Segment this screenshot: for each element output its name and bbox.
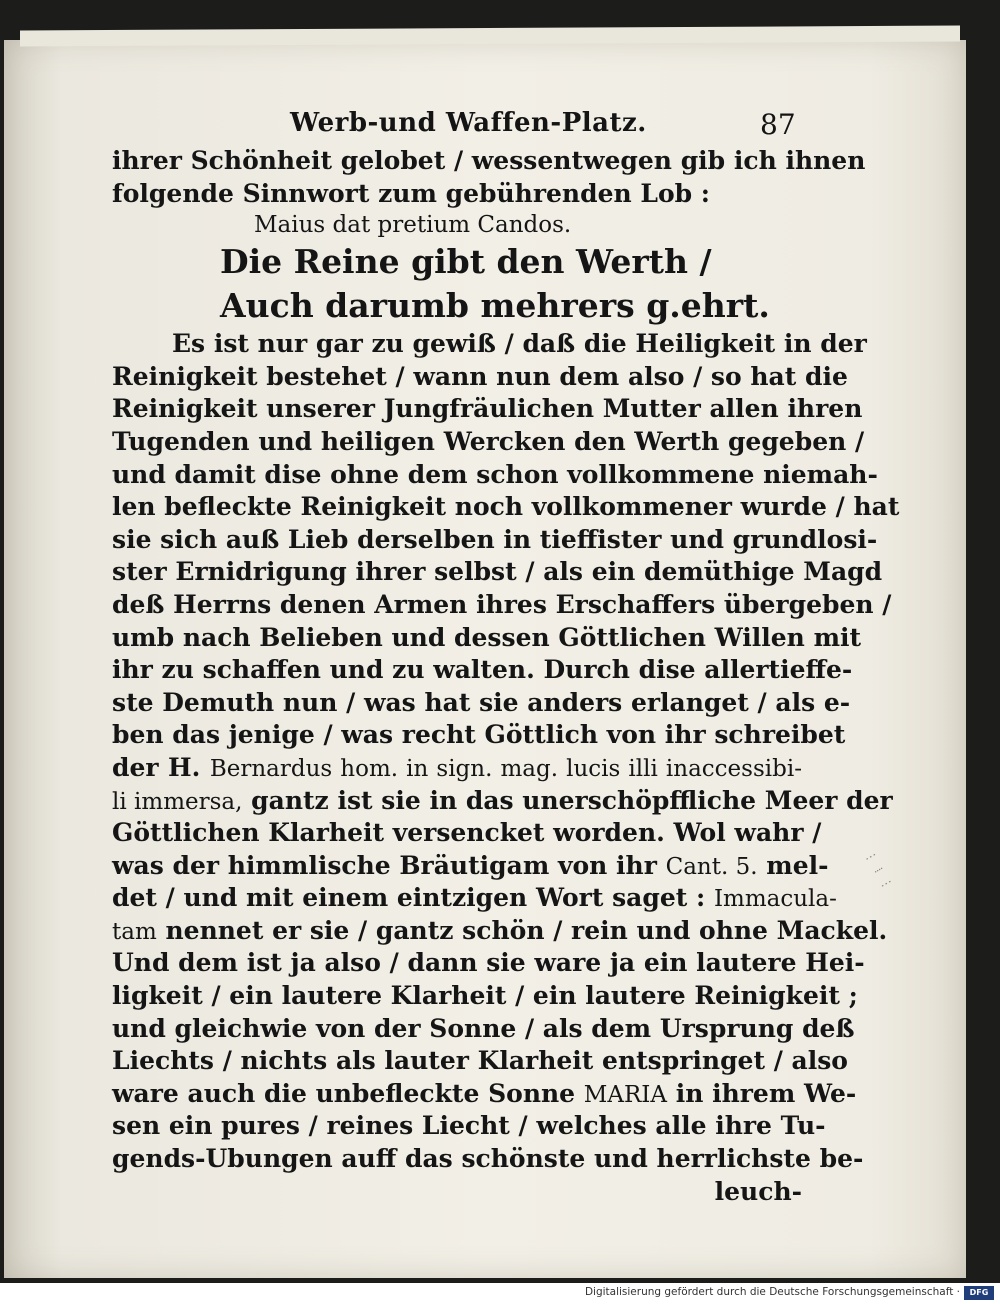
text-run: in ihrem We- xyxy=(675,1078,857,1108)
dfg-logo: DFG xyxy=(964,1286,994,1300)
funding-credit: Digitalisierung gefördert durch die Deutsche Forschungsgemeinschaft · xyxy=(584,1286,960,1298)
text-run: ware auch die unbefleckte Sonne xyxy=(112,1078,576,1108)
footer-bar xyxy=(0,1283,1000,1304)
text-line: deß Herrns denen Armen ihres Erschaffers übergeben / xyxy=(112,589,892,619)
text-run: nennet er sie / gantz schön / rein und ohne Mackel. xyxy=(165,915,888,945)
text-line: gends-Ubungen auff das schönste und herrlichste be- xyxy=(112,1144,864,1174)
text-run: der H. xyxy=(112,752,201,782)
text-line: ste Demuth nun / was hat sie anders erlanget / als e- xyxy=(112,687,851,717)
text-line: Und dem ist ja also / dann sie ware ja ein lautere Hei- xyxy=(112,948,865,978)
text-line xyxy=(112,1078,857,1111)
bible-reference: Cant. 5. xyxy=(665,853,758,880)
text-line: Liechts / nichts als lauter Klarheit entspringet / also xyxy=(112,1046,848,1076)
text-line: und damit dise ohne dem schon vollkommene niemah- xyxy=(112,459,878,489)
text-line: Reinigkeit bestehet / wann nun dem also / so hat die xyxy=(112,361,848,391)
text-line: und gleichwie von der Sonne / als dem Ursprung deß xyxy=(112,1013,855,1043)
latin-quote: Immacula- xyxy=(713,886,837,913)
latin-citation: Bernardus hom. in sign. mag. lucis illi inaccessibi- xyxy=(209,755,802,782)
text-line xyxy=(112,785,893,818)
text-line: ligkeit / ein lautere Klarheit / ein lautere Reinigkeit ; xyxy=(112,981,858,1011)
text-line: umb nach Belieben und dessen Göttlichen Willen mit xyxy=(112,622,862,652)
text-run: was der himmlische Bräutigam von ihr xyxy=(112,850,657,880)
catchword: leuch- xyxy=(714,1176,802,1206)
text-line: Reinigkeit unserer Jungfräulichen Mutter allen ihren xyxy=(112,394,863,424)
text-line: ster Ernidrigung ihrer selbst / als ein demüthige Magd xyxy=(112,557,883,587)
text-line: ihrer Schönheit gelobet / wessentwegen gib ich ihnen xyxy=(112,146,866,175)
running-title: Werb-und Waffen-Platz. xyxy=(290,108,647,138)
motto-german-line-1: Die Reine gibt den Werth / xyxy=(220,242,712,282)
page-number: 87 xyxy=(760,108,796,141)
text-line xyxy=(112,752,802,785)
text-line: sie sich auß Lieb derselben in tieffister und grundlosi- xyxy=(112,524,878,554)
text-line xyxy=(112,850,829,883)
text-line: ihr zu schaffen und zu walten. Durch dise allertieffe- xyxy=(112,655,853,685)
text-line: Es ist nur gar zu gewiß / daß die Heiligkeit in der xyxy=(172,329,867,359)
text-line: sen ein pures / reines Liecht / welches alle ihre Tu- xyxy=(112,1111,826,1141)
text-line xyxy=(112,882,837,915)
page-header xyxy=(290,108,800,142)
text-line: len befleckte Reinigkeit noch vollkommener wurde / hat xyxy=(112,492,900,522)
name-maria: MARIA xyxy=(583,1081,667,1108)
motto-latin: Maius dat pretium Candos. xyxy=(254,212,572,239)
text-run: gantz ist sie in das unerschöpffliche Meer der xyxy=(251,785,893,815)
body-text xyxy=(112,145,900,1208)
text-line xyxy=(112,915,888,948)
text-run: mel- xyxy=(766,850,829,880)
text-line: Tugenden und heiligen Wercken den Werth gegeben / xyxy=(112,426,865,456)
latin-citation: li immersa, xyxy=(112,788,243,815)
faint-margin-mark: ⋮ ⁞ ⋮ xyxy=(861,848,897,894)
text-line: folgende Sinnwort zum gebührenden Lob : xyxy=(112,178,711,208)
latin-quote: tam xyxy=(112,918,157,945)
text-line: ben das jenige / was recht Göttlich von ihr schreibet xyxy=(112,720,846,750)
text-run: det / und mit einem eintzigen Wort saget : xyxy=(112,883,706,913)
text-line: Göttlichen Klarheit versencket worden. Wol wahr / xyxy=(112,818,822,848)
motto-german-line-2: Auch darumb mehrers g.ehrt. xyxy=(220,286,770,326)
